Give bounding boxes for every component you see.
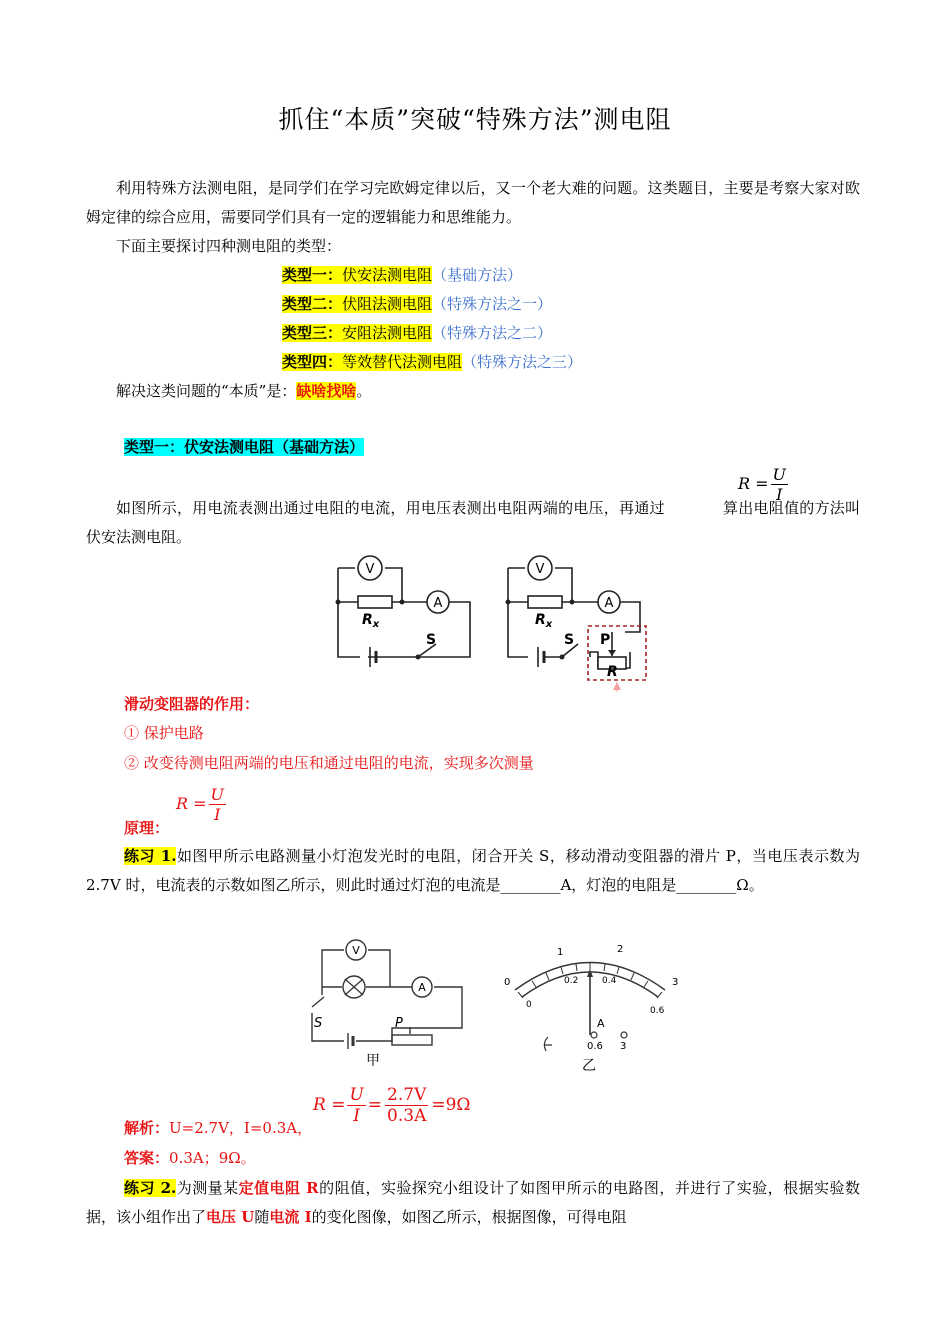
- rheostat-title: 滑动变阻器的作用：: [124, 695, 260, 713]
- switch-label-2: S: [564, 632, 575, 648]
- rheostat-point-1: ① 保护电路: [124, 724, 204, 742]
- intro-list-lead: 下面主要探讨四种测电阻的类型：: [116, 237, 342, 255]
- meter-terminal-06: 0.6: [587, 1041, 603, 1052]
- page-title: 抓住“本质”突破“特殊方法”测电阻: [278, 105, 672, 134]
- answer-line: 答案：0.3A；9Ω。: [124, 1149, 256, 1167]
- fig-ammeter-label: A: [418, 981, 426, 994]
- fig-jia-label: 甲: [366, 1053, 380, 1069]
- voltmeter-label-2: V: [535, 562, 545, 577]
- rheostat-label: R: [607, 664, 618, 680]
- meter-tick-1: 1: [557, 947, 564, 958]
- fig-slider-label: P: [395, 1016, 403, 1031]
- fig-yi-label: 乙: [582, 1058, 596, 1074]
- exercise-2: 练习 2.为测量某定值电阻 R的阻值，实验探究小组设计了如图甲所示的电路图，并进行了实验，根据实验数据，该小组作出了电压 U随电流 I的变化图像，如图乙所示，根据图像，可得电阻: [86, 1179, 860, 1226]
- rx-label-2: $R_x$: [535, 612, 553, 630]
- fig-switch-label: S: [314, 1016, 323, 1031]
- switch-label: S: [426, 632, 437, 648]
- essence-line: 解决这类问题的“本质”是：缺啥找啥。: [116, 382, 372, 400]
- voltmeter-label: V: [365, 562, 375, 577]
- type-item-2: 类型二：伏阻法测电阻（特殊方法之一）: [282, 295, 553, 313]
- meter-tick-2: 2: [617, 944, 624, 955]
- voltammetry-circuits: [330, 552, 660, 692]
- fig-voltmeter-label: V: [352, 944, 360, 957]
- principle-formula: R = $\frac{U}{I}$: [176, 785, 225, 824]
- section-heading-type1: 类型一：伏安法测电阻（基础方法）: [124, 438, 365, 456]
- ammeter-label: A: [433, 596, 443, 611]
- meter-tick-02: 0.2: [564, 976, 579, 986]
- meter-tick-06: 0.6: [650, 1006, 665, 1016]
- meter-unit: A: [597, 1017, 605, 1030]
- analysis-line: 解析：U=2.7V，I=0.3A，: [124, 1119, 313, 1137]
- analysis-formula: R = $\frac{U}{I}$ = $\frac{2.7V}{0.3A}$ =9Ω: [313, 1085, 471, 1126]
- type-item-3: 类型三：安阻法测电阻（特殊方法之二）: [282, 324, 553, 342]
- rheostat-point-2: ② 改变待测电阻两端的电压和通过电阻的电流，实现多次测量: [124, 754, 534, 772]
- formula-ohm: R = $\frac{U}{I}$: [738, 465, 787, 504]
- exercise-1: 练习 1.如图甲所示电路测量小灯泡发光时的电阻，闭合开关 S，移动滑动变阻器的滑片 P，当电压表示数为 2.7V 时，电流表的示数如图乙所示，则此时通过灯泡的电流是________A，灯泡的电阻是________Ω。: [86, 847, 860, 894]
- meter-tick-0-bottom: 0: [526, 1000, 532, 1010]
- ammeter-label-2: A: [604, 596, 614, 611]
- type-item-4: 类型四：等效替代法测电阻（特殊方法之三）: [282, 353, 583, 371]
- meter-tick-3: 3: [672, 977, 679, 988]
- intro-paragraph: 利用特殊方法测电阻，是同学们在学习完欧姆定律以后，又一个老大难的问题。这类题目，主要是考察大家对欧姆定律的综合应用，需要同学们具有一定的逻辑能力和思维能力。: [86, 179, 860, 226]
- rx-label: $R_x$: [362, 612, 380, 630]
- slider-label: P: [600, 632, 611, 648]
- meter-terminal-3: 3: [620, 1041, 627, 1052]
- meter-tick-0-top: 0: [504, 977, 511, 988]
- exercise1-figures: [300, 935, 690, 1075]
- section1-text: 如图所示，用电流表测出通过电阻的电流，用电压表测出电阻两端的电压，再通过 算出电阻值的方法叫伏安法测电阻。: [86, 499, 860, 546]
- type-item-1: 类型一：伏安法测电阻（基础方法）: [282, 266, 523, 284]
- principle-label: 原理：: [124, 819, 170, 837]
- meter-tick-04: 0.4: [602, 976, 617, 986]
